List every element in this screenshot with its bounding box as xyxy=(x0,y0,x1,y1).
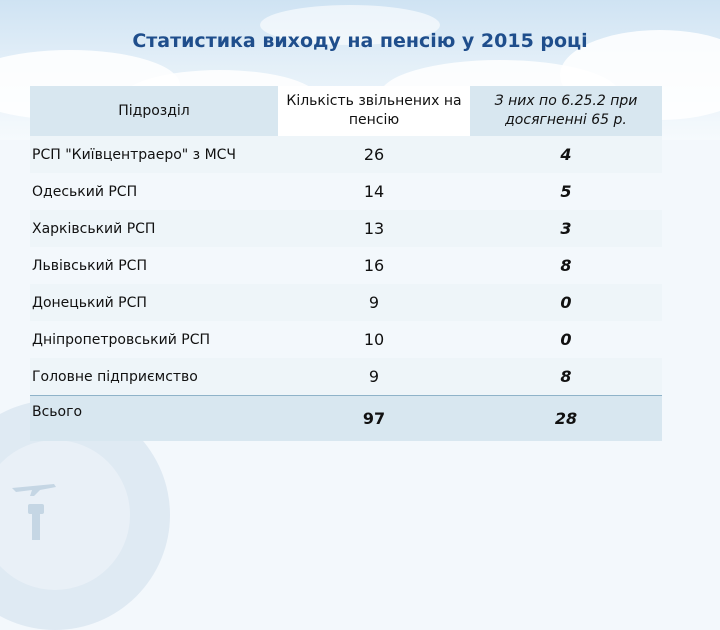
department-name: Харківський РСП xyxy=(30,210,278,247)
retired-at-65: 3 xyxy=(470,210,662,247)
table-row xyxy=(30,210,662,247)
table-header-row xyxy=(30,86,662,136)
retired-at-65: 5 xyxy=(560,182,572,201)
retired-count: 26 xyxy=(278,136,470,173)
department-name: Головне підприємство xyxy=(30,358,278,396)
totals-label: Всього xyxy=(30,396,278,442)
department-name: Дніпропетровський РСП xyxy=(32,331,211,348)
totals-retired-count: 97 xyxy=(278,396,470,442)
retired-count: 14 xyxy=(363,182,385,201)
table-row xyxy=(30,173,662,210)
retired-at-65: 0 xyxy=(470,284,662,321)
retired-at-65: 0 xyxy=(560,330,572,349)
column-header-retired-at-65: З них по 6.25.2 при досягненні 65 р. xyxy=(470,86,662,136)
retired-at-65: 8 xyxy=(560,256,572,275)
page-title: Статистика виходу на пенсію у 2015 році xyxy=(132,30,588,52)
department-name: РСП "Київцентраеро" з МСЧ xyxy=(30,136,278,173)
retired-count: 16 xyxy=(363,256,385,275)
table-row xyxy=(30,136,662,173)
table-row xyxy=(30,358,662,396)
totals-row xyxy=(30,396,662,442)
retired-count: 13 xyxy=(278,210,470,247)
table-row xyxy=(30,284,662,321)
department-name: Одеський РСП xyxy=(32,183,138,200)
retired-at-65: 8 xyxy=(470,358,662,396)
table-row xyxy=(30,321,662,358)
retired-count: 10 xyxy=(363,330,385,349)
column-header-retired-count: Кількість звільнених на пенсію xyxy=(278,86,470,136)
airplane-tower-icon xyxy=(10,478,60,540)
table-row xyxy=(30,247,662,284)
department-name: Львівський РСП xyxy=(32,257,147,274)
retired-count: 9 xyxy=(278,284,470,321)
column-header-department: Підрозділ xyxy=(30,86,278,136)
department-name: Донецький РСП xyxy=(30,284,278,321)
totals-retired-at-65: 28 xyxy=(470,396,662,442)
pension-stats-table xyxy=(30,86,662,441)
retired-at-65: 4 xyxy=(470,136,662,173)
retired-count: 9 xyxy=(278,358,470,396)
